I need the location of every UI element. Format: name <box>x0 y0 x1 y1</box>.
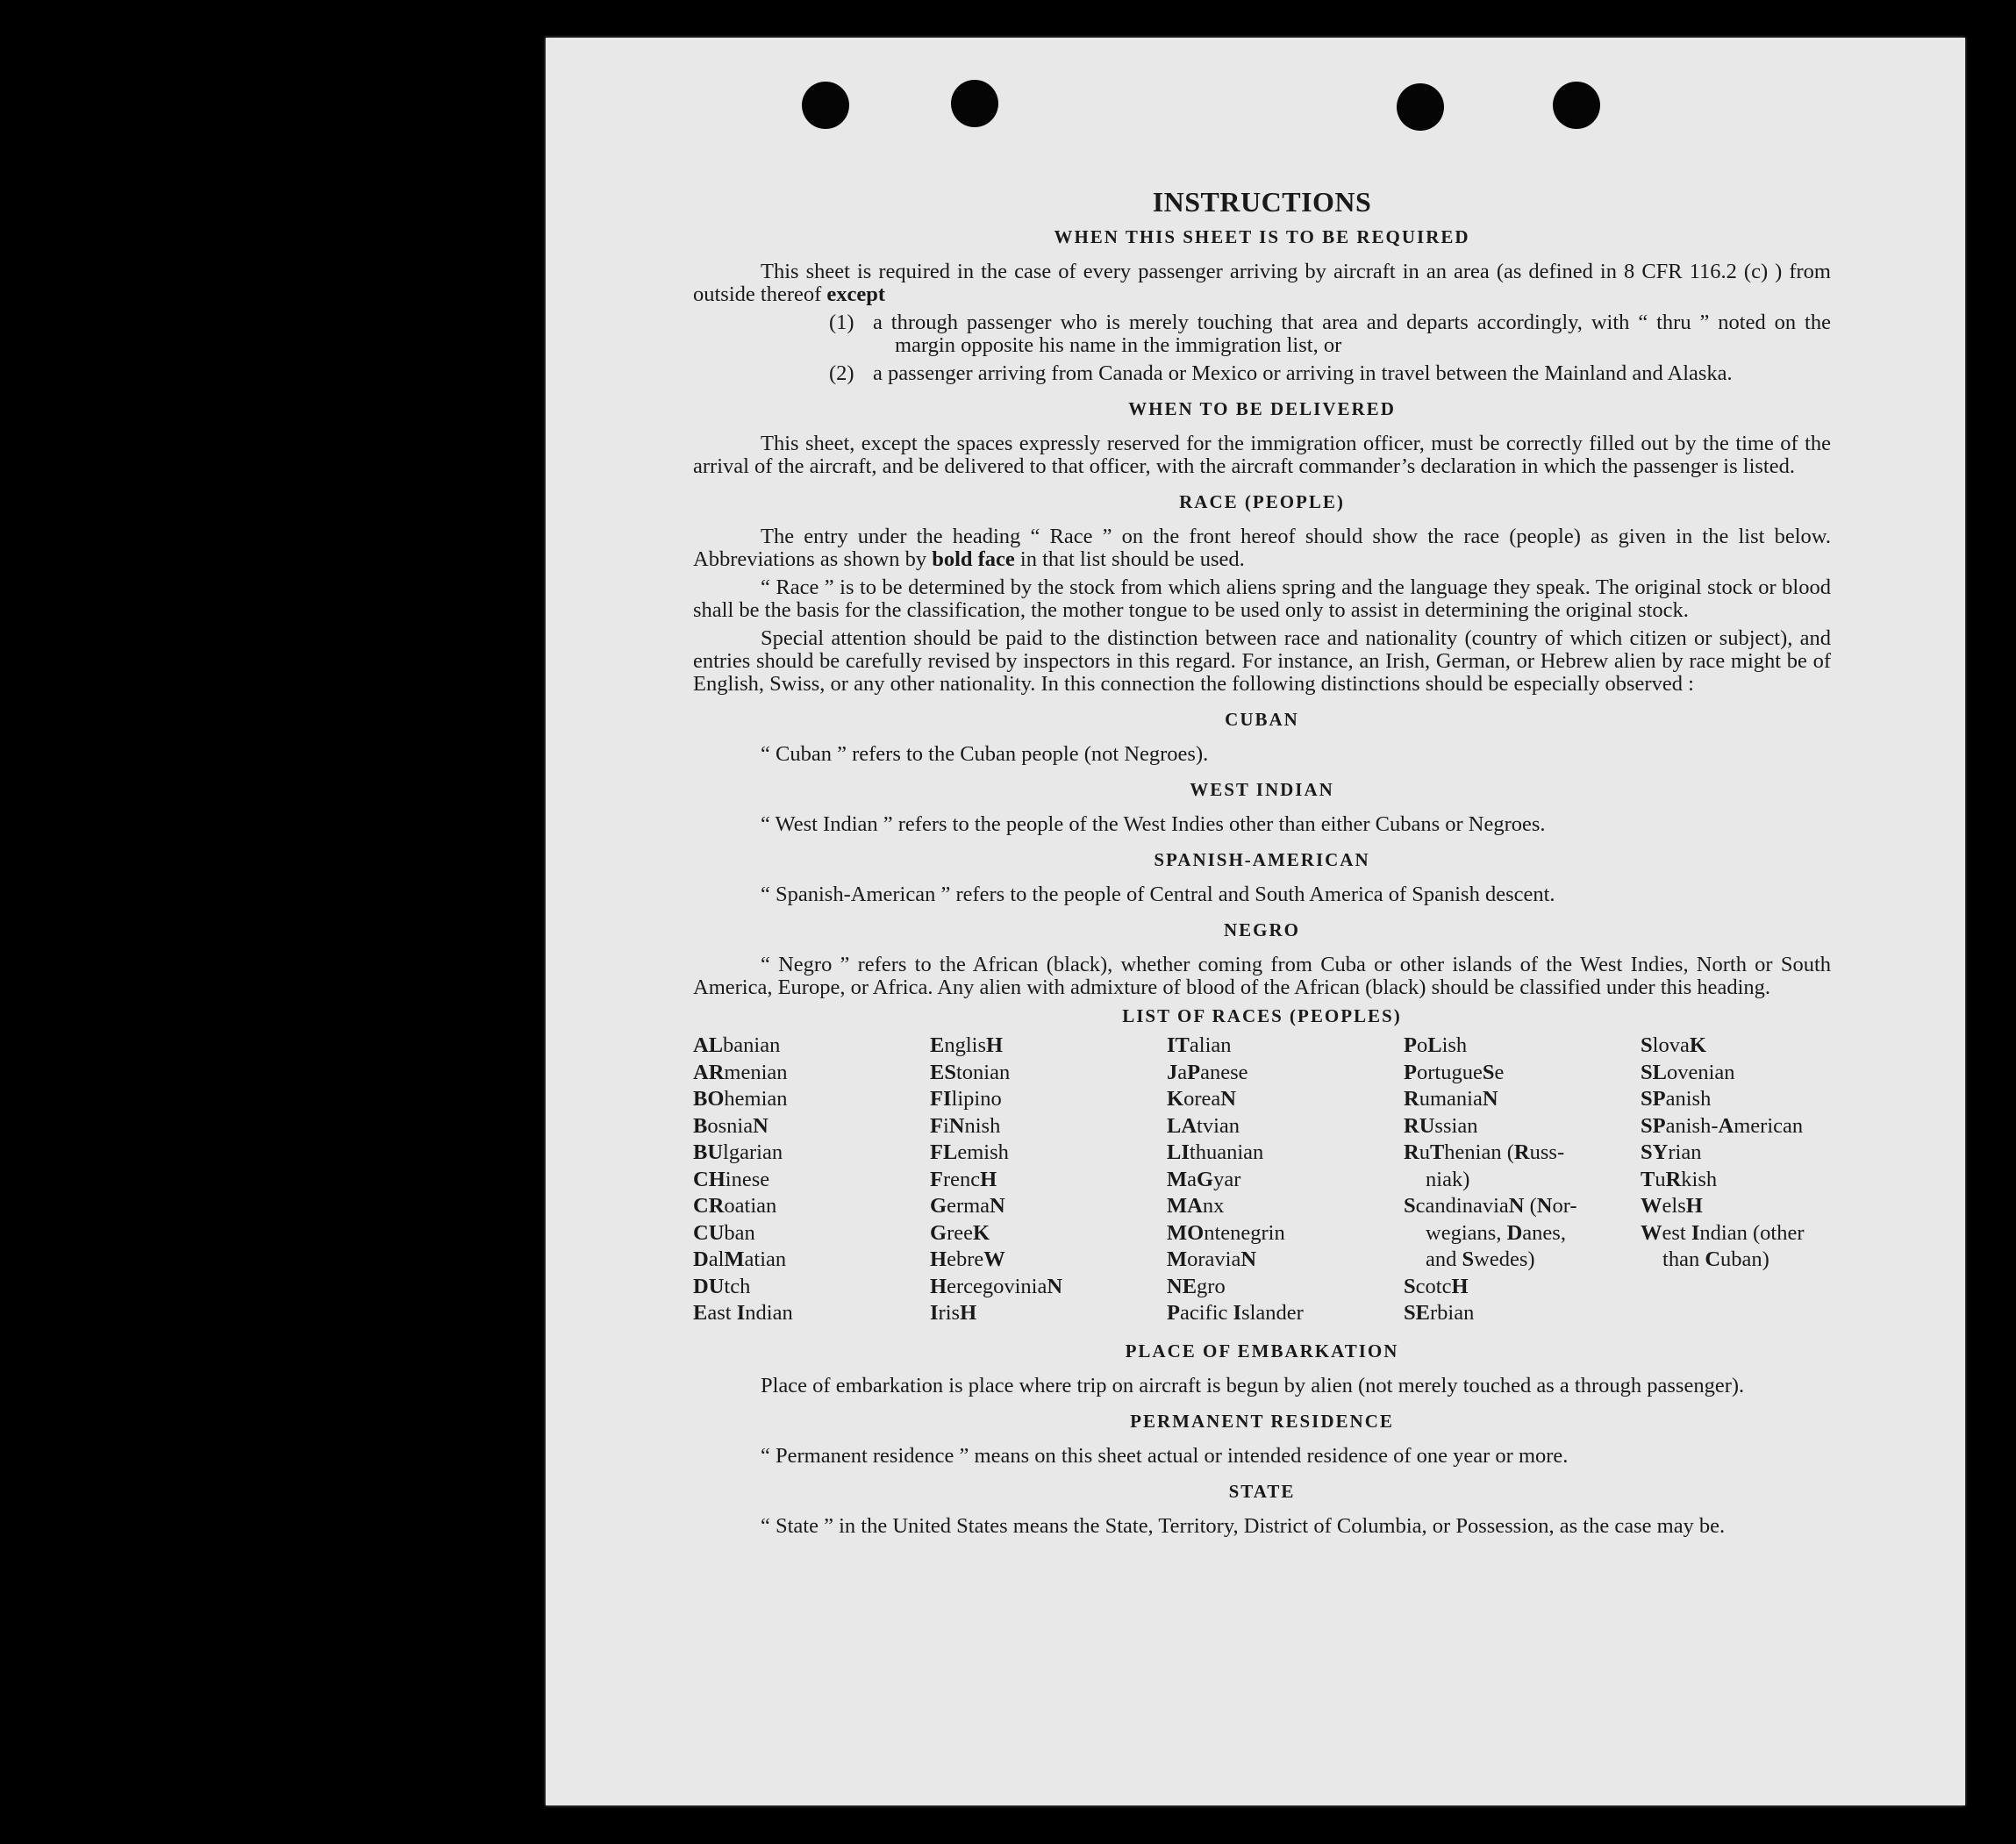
page-title: INSTRUCTIONS <box>1152 186 1372 218</box>
punch-hole <box>951 80 998 127</box>
paragraph: This sheet is required in the case of every passenger arriving by aircraft in an area (as defined in 8 CFR 116.2 (c) ) from outside thereof except <box>693 260 1831 306</box>
exception-item: (1) a through passenger who is merely touching that area and departs accordingly, with “ thru ” noted on the margin opposite his name in the immigration list, or <box>829 311 1831 357</box>
race-entry: Pacific Islander <box>1167 1301 1304 1325</box>
race-entry: NEgro <box>1167 1274 1226 1298</box>
paragraph: Place of embarkation is place where trip on aircraft is begun by alien (not merely touched as a through passenger). <box>761 1373 1745 1397</box>
document-body <box>693 154 1831 1543</box>
race-entry: ARmenian <box>693 1060 788 1084</box>
race-entry: MAnx <box>1167 1194 1225 1218</box>
punch-hole <box>1553 82 1600 129</box>
race-entry: ScandinaviaN (Nor- <box>1404 1194 1577 1218</box>
race-column <box>693 1033 930 1327</box>
race-entry: SYrian <box>1641 1140 1702 1164</box>
section-heading: PERMANENT RESIDENCE <box>1130 1410 1394 1432</box>
race-column <box>1641 1033 1831 1327</box>
race-entry: FIlipino <box>930 1087 1002 1111</box>
paragraph: “ Negro ” refers to the African (black), whether coming from Cuba or other islands of the West Indies, North or South America, Europe, or Africa. Any alien with admixture of blood of the African (black) should be classified under this heading. <box>693 953 1831 999</box>
race-entry: HebreW <box>930 1247 1005 1271</box>
section-heading: NEGRO <box>1223 919 1300 940</box>
race-entry: JaPanese <box>1167 1060 1248 1084</box>
race-entry: ALbanian <box>693 1033 781 1057</box>
race-entry: CHinese <box>693 1167 770 1191</box>
race-entry: HercegoviniaN <box>930 1274 1063 1298</box>
race-entry: MaGyar <box>1167 1167 1241 1191</box>
race-entry: BUlgarian <box>693 1140 783 1164</box>
section-heading: STATE <box>1228 1480 1296 1502</box>
race-entry: SlovaK <box>1641 1033 1706 1057</box>
paragraph: “ State ” in the United States means the State, Territory, District of Columbia, or Possession, as the case may be. <box>761 1513 1726 1538</box>
punch-hole <box>1397 83 1444 131</box>
exception-item: (2) a passenger arriving from Canada or Mexico or arriving in travel between the Mainland and Alaska. <box>829 361 1733 385</box>
race-entry: DUtch <box>693 1274 751 1298</box>
race-entry: GermaN <box>930 1194 1005 1218</box>
race-entry: RUssian <box>1404 1113 1478 1138</box>
paragraph: This sheet, except the spaces expressly reserved for the immigration officer, must be correctly filled out by the time of the arrival of the aircraft, and be delivered to that officer, with the aircraft commander’s declaration in which the passenger is listed. <box>693 432 1831 478</box>
paragraph: “ West Indian ” refers to the people of the West Indies other than either Cubans or Negroes. <box>761 812 1546 836</box>
race-entry: wegians, Danes, <box>1426 1220 1566 1245</box>
race-entry: GreeK <box>930 1220 990 1245</box>
race-list <box>693 1033 1831 1327</box>
race-entry: SErbian <box>1404 1301 1475 1325</box>
paragraph: “ Race ” is to be determined by the stock from which aliens spring and the language they speak. The original stock or blood shall be the basis for the classification, the mother tongue to be used only to assist in determining the original stock. <box>693 575 1831 622</box>
race-entry: LIthuanian <box>1167 1140 1264 1164</box>
paragraph: “ Permanent residence ” means on this sheet actual or intended residence of one year or more. <box>761 1443 1569 1468</box>
race-entry: IrisH <box>930 1301 977 1325</box>
race-entry: EStonian <box>930 1060 1011 1084</box>
race-entry: ITalian <box>1167 1033 1232 1057</box>
race-entry: RumaniaN <box>1404 1087 1498 1111</box>
section-heading: PLACE OF EMBARKATION <box>1125 1340 1399 1362</box>
race-entry: TuRkish <box>1641 1167 1718 1191</box>
document-page <box>546 38 1965 1805</box>
race-entry: West Indian (other <box>1641 1220 1805 1245</box>
race-entry: East Indian <box>693 1301 793 1325</box>
race-entry: DalMatian <box>693 1247 787 1271</box>
race-entry: FrencH <box>930 1167 997 1191</box>
race-entry: RuThenian (Russ- <box>1404 1140 1565 1164</box>
paragraph: Special attention should be paid to the distinction between race and nationality (country of which citizen or subject), and entries should be carefully revised by inspectors in this regard. For instance, an Irish, German, or Hebrew alien by race might be of English, Swiss, or any other nationality. In this connection the following distinctions should be especially observed : <box>693 626 1831 696</box>
section-heading: WHEN THIS SHEET IS TO BE REQUIRED <box>1054 226 1470 247</box>
race-entry: SPanish <box>1641 1087 1712 1111</box>
section-heading: CUBAN <box>1225 709 1299 730</box>
race-entry: PoLish <box>1404 1033 1468 1057</box>
race-column <box>1404 1033 1641 1327</box>
race-entry: CRoatian <box>693 1194 777 1218</box>
race-entry: WelsH <box>1641 1194 1703 1218</box>
section-heading: WHEN TO BE DELIVERED <box>1128 398 1396 419</box>
race-entry: PortugueSe <box>1404 1060 1505 1084</box>
race-entry: CUban <box>693 1220 755 1245</box>
race-entry: SLovenian <box>1641 1060 1735 1084</box>
paragraph: “ Spanish-American ” refers to the people of Central and South America of Spanish descent. <box>761 883 1555 906</box>
race-entry: KoreaN <box>1167 1087 1236 1111</box>
race-entry: MoraviaN <box>1167 1247 1257 1271</box>
race-entry: BOhemian <box>693 1087 788 1111</box>
section-heading: LIST OF RACES (PEOPLES) <box>1122 1005 1402 1026</box>
race-entry: BosniaN <box>693 1113 769 1138</box>
race-entry: ScotcH <box>1404 1274 1469 1298</box>
race-entry: FiNnish <box>930 1113 1001 1138</box>
race-entry: niak) <box>1426 1167 1470 1191</box>
race-entry: SPanish-American <box>1641 1113 1804 1138</box>
section-heading: RACE (PEOPLE) <box>1179 491 1345 512</box>
paragraph: “ Cuban ” refers to the Cuban people (not Negroes). <box>761 742 1209 766</box>
race-entry: than Cuban) <box>1662 1247 1769 1271</box>
race-entry: EnglisH <box>930 1033 1004 1057</box>
race-entry: LAtvian <box>1167 1113 1240 1138</box>
punch-hole <box>802 82 849 129</box>
section-heading: WEST INDIAN <box>1190 779 1334 800</box>
race-column <box>930 1033 1167 1327</box>
section-heading: SPANISH-AMERICAN <box>1154 849 1370 870</box>
paragraph: The entry under the heading “ Race ” on the front hereof should show the race (people) as given in the list below. Abbreviations as shown by bold face in that list should be used. <box>693 525 1831 571</box>
race-entry: MOntenegrin <box>1167 1220 1285 1245</box>
race-column <box>1167 1033 1404 1327</box>
race-entry: and Swedes) <box>1426 1247 1535 1271</box>
race-entry: FLemish <box>930 1140 1009 1164</box>
